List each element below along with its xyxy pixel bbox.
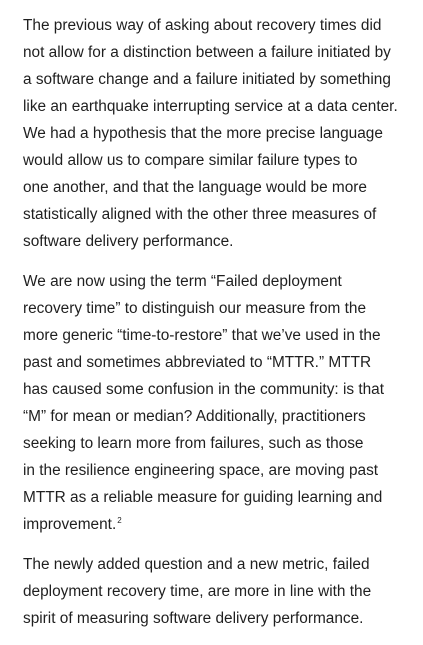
text-line: a software change and a failure initiated by something	[23, 71, 391, 88]
text-line	[23, 511, 418, 538]
text-line: seeking to learn more from failures, such as those	[23, 435, 364, 452]
text-line: The newly added question and a new metric, failed	[23, 556, 370, 573]
text-line: statistically aligned with the other three measures of	[23, 206, 377, 223]
text-line: like an earthquake interrupting service at a data center.	[23, 98, 398, 115]
text-line: has caused some confusion in the community: is that	[23, 381, 385, 398]
document-body	[23, 12, 418, 645]
text-line: more generic “time-to-restore” that we’ve used in the	[23, 327, 381, 344]
text-line: We are now using the term “Failed deployment	[23, 273, 342, 290]
footnote-marker[interactable]: 2	[117, 516, 122, 525]
text-line: in the resilience engineering space, are moving past	[23, 462, 379, 479]
paragraph-recovery-times	[23, 12, 418, 255]
text-line: MTTR as a reliable measure for guiding learning and	[23, 489, 383, 506]
text-line: The previous way of asking about recovery times did	[23, 17, 382, 34]
text-line: one another, and that the language would be more	[23, 179, 367, 196]
paragraph-mttr-terminology	[23, 268, 418, 538]
text-line: not allow for a distinction between a failure initiated by	[23, 44, 391, 61]
text-fragment: improvement.	[23, 516, 117, 533]
text-line: spirit of measuring software delivery performance.	[23, 610, 364, 627]
text-line: deployment recovery time, are more in line with the	[23, 583, 372, 600]
text-line: past and sometimes abbreviated to “MTTR.” MTTR	[23, 354, 372, 371]
text-line: “M” for mean or median? Additionally, practitioners	[23, 408, 366, 425]
paragraph-new-metric	[23, 551, 418, 632]
text-line: would allow us to compare similar failure types to	[23, 152, 358, 169]
text-line: software delivery performance.	[23, 233, 234, 250]
text-line: recovery time” to distinguish our measure from the	[23, 300, 367, 317]
text-line: We had a hypothesis that the more precise language	[23, 125, 383, 142]
